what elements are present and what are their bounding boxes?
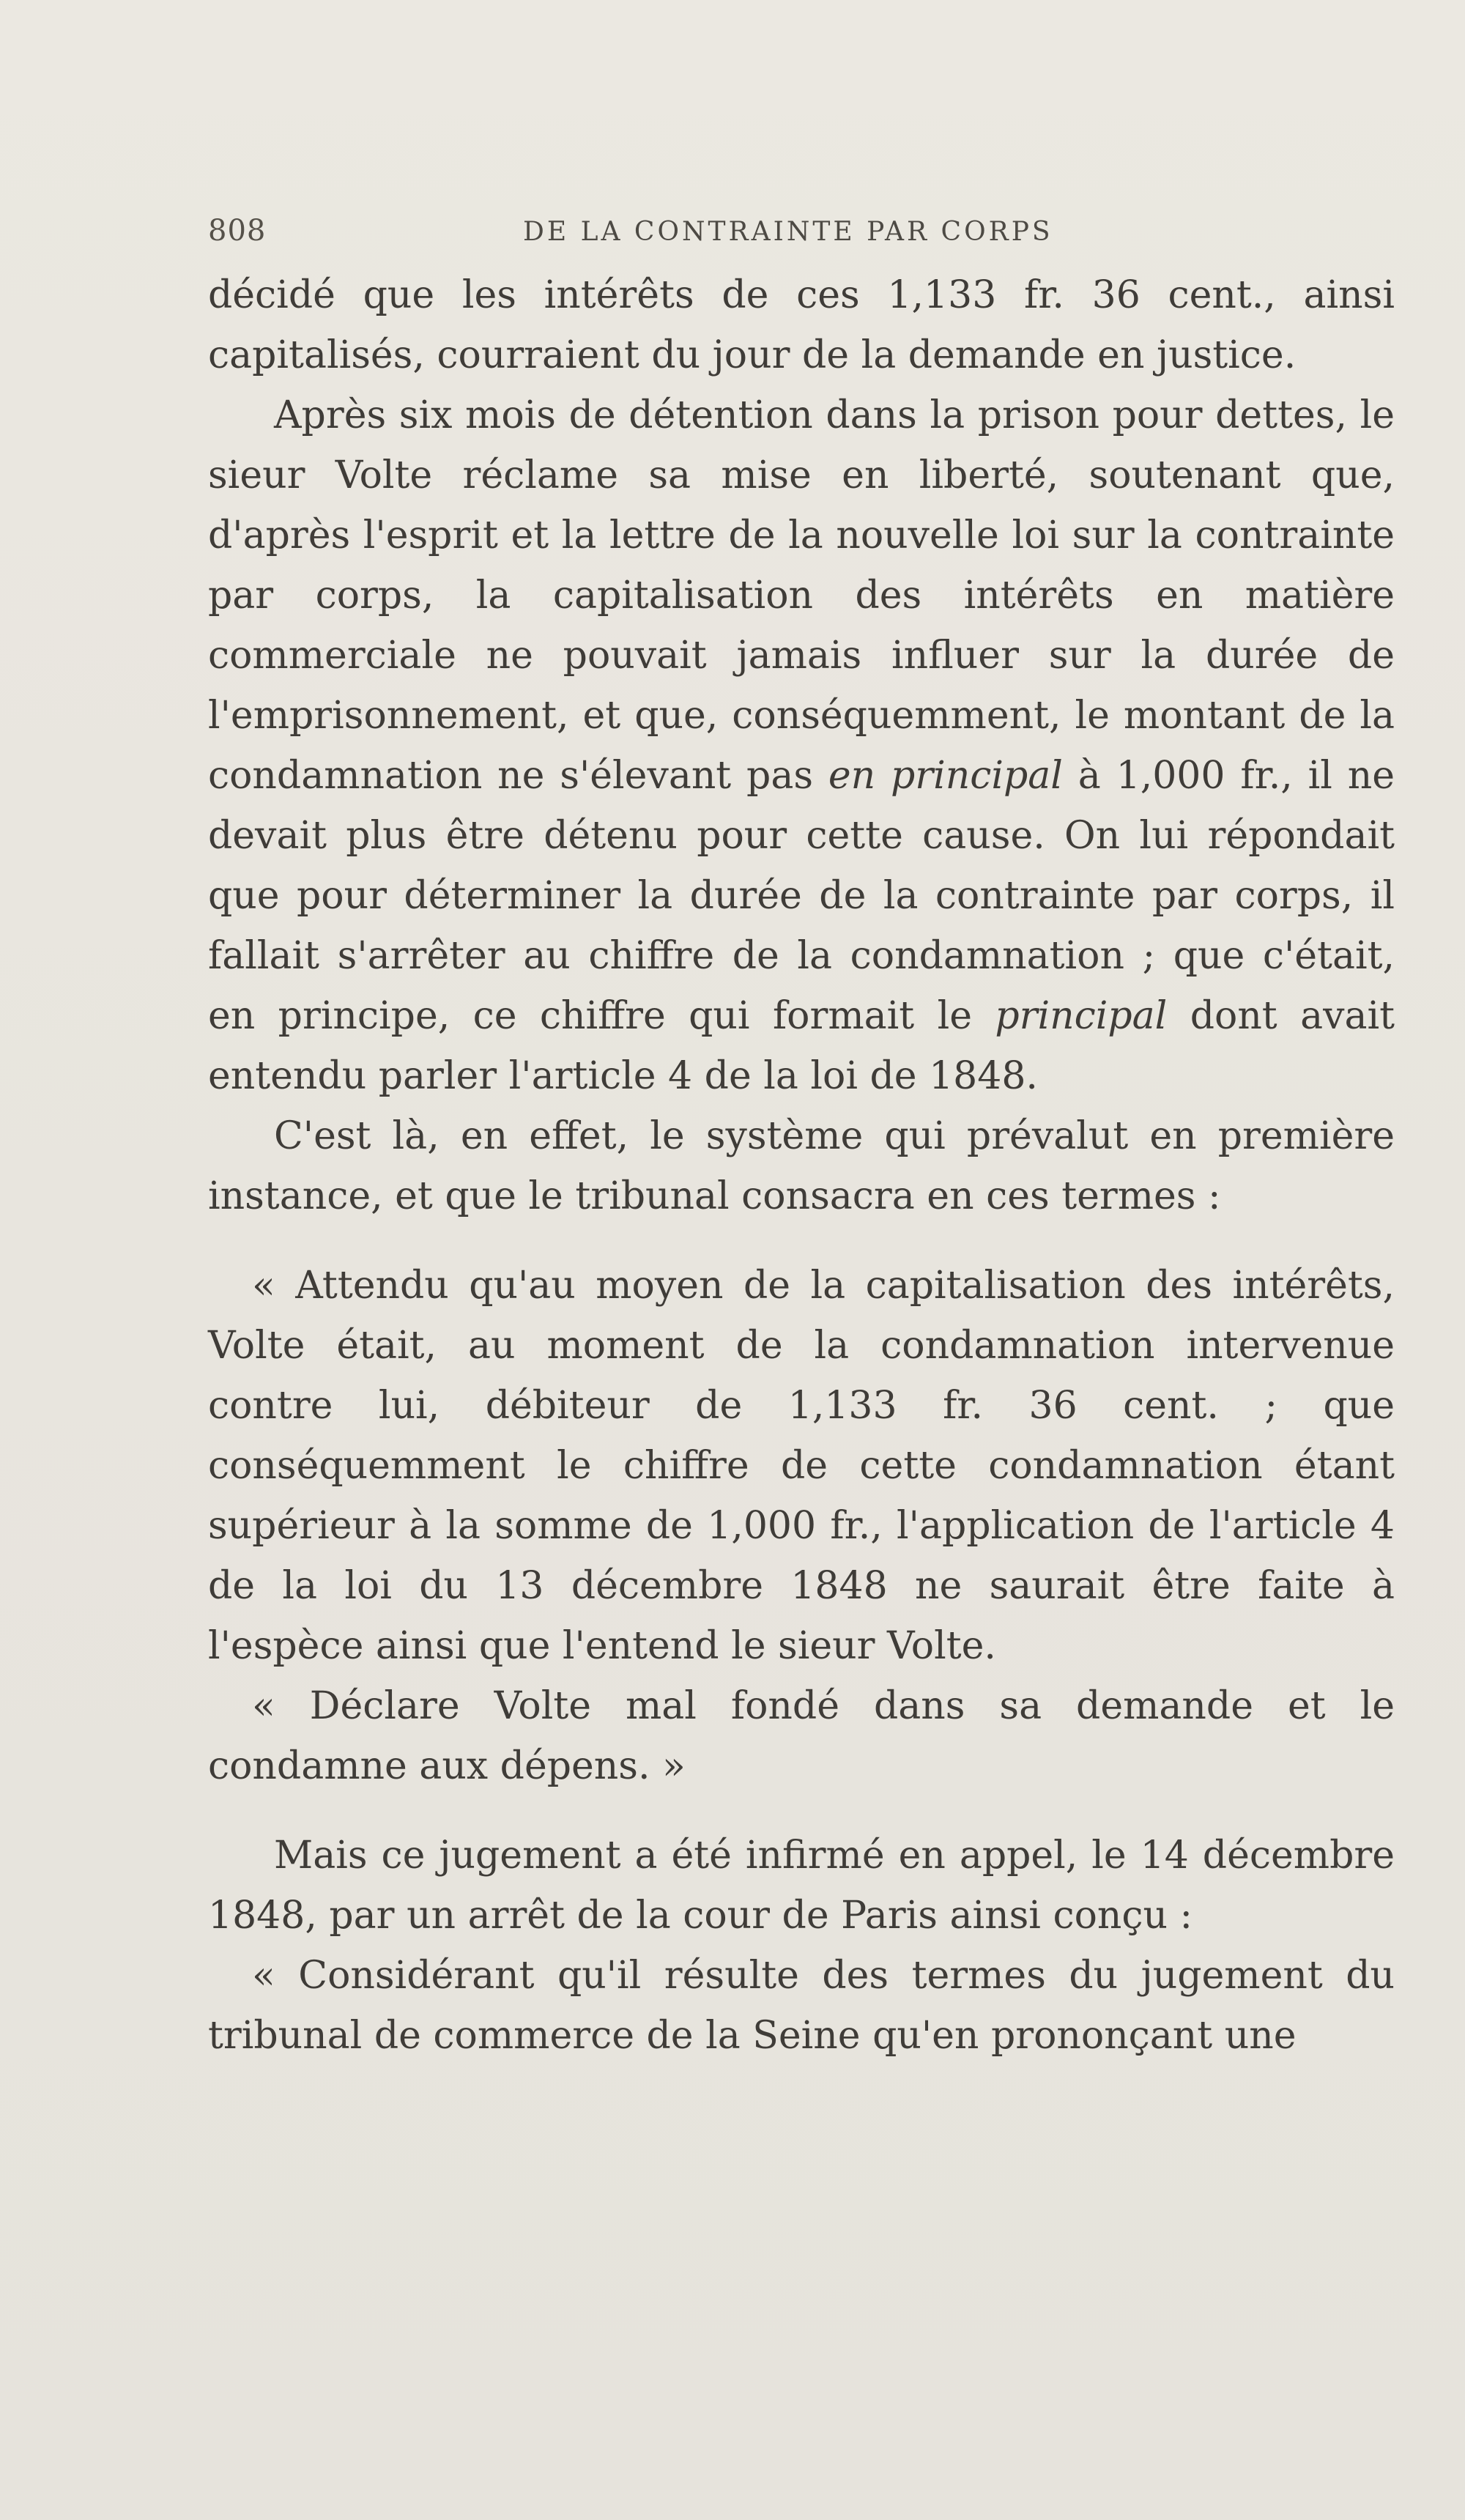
quote-considering: « Considérant qu'il résulte des termes du jugement du tribunal de commerce de la Seine qu'en prononçant une	[208, 1954, 1395, 2058]
paragraph-text: à 1,000 fr., il ne devait plus être détenu pour cette cause. On lui répondait que pour déterminer la durée de la contrainte par corps, il fallait s'arrêter au chiffre de la condamnation ; que c'était, en principe, ce chiffre qui formait le	[208, 754, 1395, 1038]
italic-term: en principal	[828, 754, 1063, 798]
italic-term: principal	[995, 994, 1168, 1038]
running-title: DE LA CONTRAINTE PAR CORPS	[523, 217, 1053, 247]
page-header	[208, 214, 1409, 258]
paragraph-appeal: Mais ce jugement a été infirmé en appel, le 14 décembre 1848, par un arrêt de la cour de Paris ainsi conçu :	[208, 1834, 1395, 1938]
paragraph-volte-claim	[208, 385, 1395, 1106]
spacer	[208, 1796, 1395, 1826]
paragraph-first-instance: C'est là, en effet, le système qui prévalut en première instance, et que le tribunal consacra en ces termes :	[208, 1114, 1395, 1218]
paragraph-text: dont avait entendu parler l'article 4 de la loi de 1848.	[208, 994, 1395, 1098]
paragraph-text: Après six mois de détention dans la prison pour dettes, le sieur Volte réclame sa mise en liberté, soutenant que, d'après l'esprit et la lettre de la nouvelle loi sur la contrainte par corps, la capitalisation des intérêts en matière commerciale ne pouvait jamais influer sur la durée de l'emprisonnement, et que, conséquemment, le montant de la condamnation ne s'élevant pas	[208, 393, 1395, 798]
paragraph-continuation: décidé que les intérêts de ces 1,133 fr. 36 cent., ainsi capitalisés, courraient du jour de la demande en justice.	[208, 273, 1395, 377]
page-number: 808	[208, 214, 267, 248]
quote-judgment: « Attendu qu'au moyen de la capitalisation des intérêts, Volte était, au moment de la condamnation intervenue contre lui, débiteur de 1,133 fr. 36 cent. ; que conséquemment le chiffre de cette condamnation étant supérieur à la somme de 1,000 fr., l'application de l'article 4 de la loi du 13 décembre 1848 ne saurait être faite à l'espèce ainsi que l'entend le sieur Volte.	[208, 1264, 1395, 1668]
body-text	[208, 265, 1395, 2066]
spacer	[208, 1226, 1395, 1256]
quote-declaration: « Déclare Volte mal fondé dans sa demande et le condamne aux dépens. »	[208, 1684, 1395, 1788]
